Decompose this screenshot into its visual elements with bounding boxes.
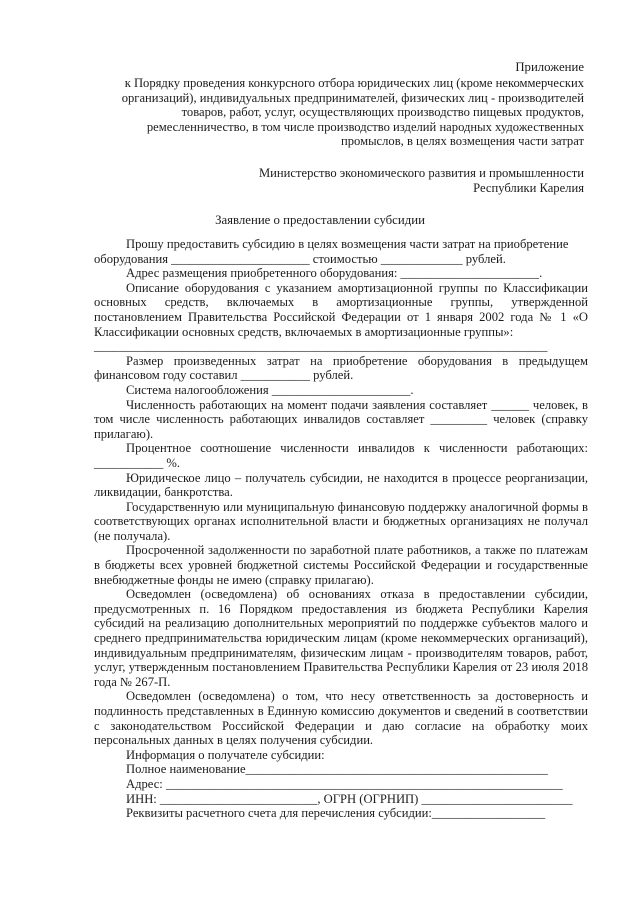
header-line: организаций), индивидуальных предпринимателей, физических лиц - производителей: [121, 90, 584, 105]
disabled-ratio-paragraph: Процентное соотношение численности инвалидов к численности работающих: ___________ %.: [94, 441, 588, 470]
support-paragraph: Государственную или муниципальную финансовую поддержку аналогичной формы в соответствующих органах исполнительной власти и бюджетных организациях не получал (не получала).: [94, 499, 588, 543]
request-paragraph-line1: Прошу предоставить субсидию в целях возмещения части затрат на приобретение: [126, 237, 569, 251]
addressee: [200, 166, 584, 195]
debt-paragraph: Просроченной задолженности по заработной плате работников, а также по платежам в бюджеты всех уровней бюджетной системы Российской Федерации и государственные внебюджетные фонды не имею (справку прилагаю).: [94, 543, 588, 587]
tax-system: Система налогообложения ______________________.: [126, 382, 414, 397]
responsibility-paragraph: Осведомлен (осведомлена) о том, что несу ответственность за достоверность и подлинность представленных в Единную комиссию документов и сведений в соответствии с законодательством Российской Федерации и даю согласие на обработку моих персональных данных в целях получения субсидии.: [94, 689, 588, 748]
appendix-reference: [88, 76, 584, 149]
costs-paragraph: Размер произведенных затрат на приобретение оборудования в предыдущем финансовом году составил ___________ рублей.: [94, 353, 588, 383]
headcount-paragraph: Численность работающих на момент подачи заявления составляет ______ человек, в том числе численность работающих инвалидов составляет _________ человек (справку прилагаю).: [94, 397, 588, 441]
header-line: товаров, работ, услуг, осуществляющих производство пищевых продуктов,: [181, 105, 584, 120]
request-paragraph-line2: оборудования ______________________ стоимостью _____________ рублей.: [94, 251, 506, 266]
equipment-description: Описание оборудования с указанием амортизационной группы по Классификации основных средств, включаемых в амортизационные группы, утвержденной постановлением Правительства Российской Федерации от 1 января 2002 года № 1 «О Классификации основных средств, включаемых в амортизационные группы»:: [94, 280, 588, 339]
full-name-field: Полное наименование________________________________________________: [126, 762, 548, 777]
refusal-grounds-paragraph: Осведомлен (осведомлена) об основаниях отказа в предоставлении субсидии, предусмотренных п. 16 Порядком предоставления из бюджета Республики Карелия субсидий на реализацию дополнительных мероприятий по поддержке субъектов малого и среднего предпринимательства юридическим лицам (кроме некоммерческих организаций), индивидуальным предпринимателям, физическим лицам - производителям товаров, работ, услуг, утвержденным постановлением Правительства Республики Карелия от 23 июля 2018 года № 267-П.: [94, 587, 588, 689]
appendix-label: Приложение: [515, 60, 584, 74]
status-paragraph: Юридическое лицо – получатель субсидии, не находится в процессе реорганизации, ликвидации, банкротства.: [94, 470, 588, 500]
application-body: [94, 237, 588, 821]
header-line: к Порядку проведения конкурсного отбора юридических лиц (кроме некоммерческих: [124, 76, 584, 90]
recipient-info-heading: Информация о получателе субсидии:: [126, 747, 325, 762]
header-line: ремесленничество, в том числе производство изделий народных художественных: [146, 119, 584, 134]
equipment-address: Адрес размещения приобретенного оборудования: ______________________.: [126, 266, 543, 281]
bank-account-field: Реквизиты расчетного счета для перечисления субсидии:__________________: [126, 806, 546, 821]
document-title: Заявление о предоставлении субсидии: [215, 213, 425, 227]
header-line: промыслов, в целях возмещения части затрат: [341, 134, 584, 149]
ministry-line: Министерство экономического развития и промышленности: [258, 166, 584, 180]
description-blank: ________________________________________________________________________: [94, 339, 548, 354]
inn-ogrn-field: ИНН: _________________________, ОГРН (ОГРНИП) ________________________: [126, 791, 573, 806]
ministry-line: Республики Карелия: [473, 180, 584, 195]
address-field: Адрес: _______________________________________________________________: [126, 776, 563, 791]
